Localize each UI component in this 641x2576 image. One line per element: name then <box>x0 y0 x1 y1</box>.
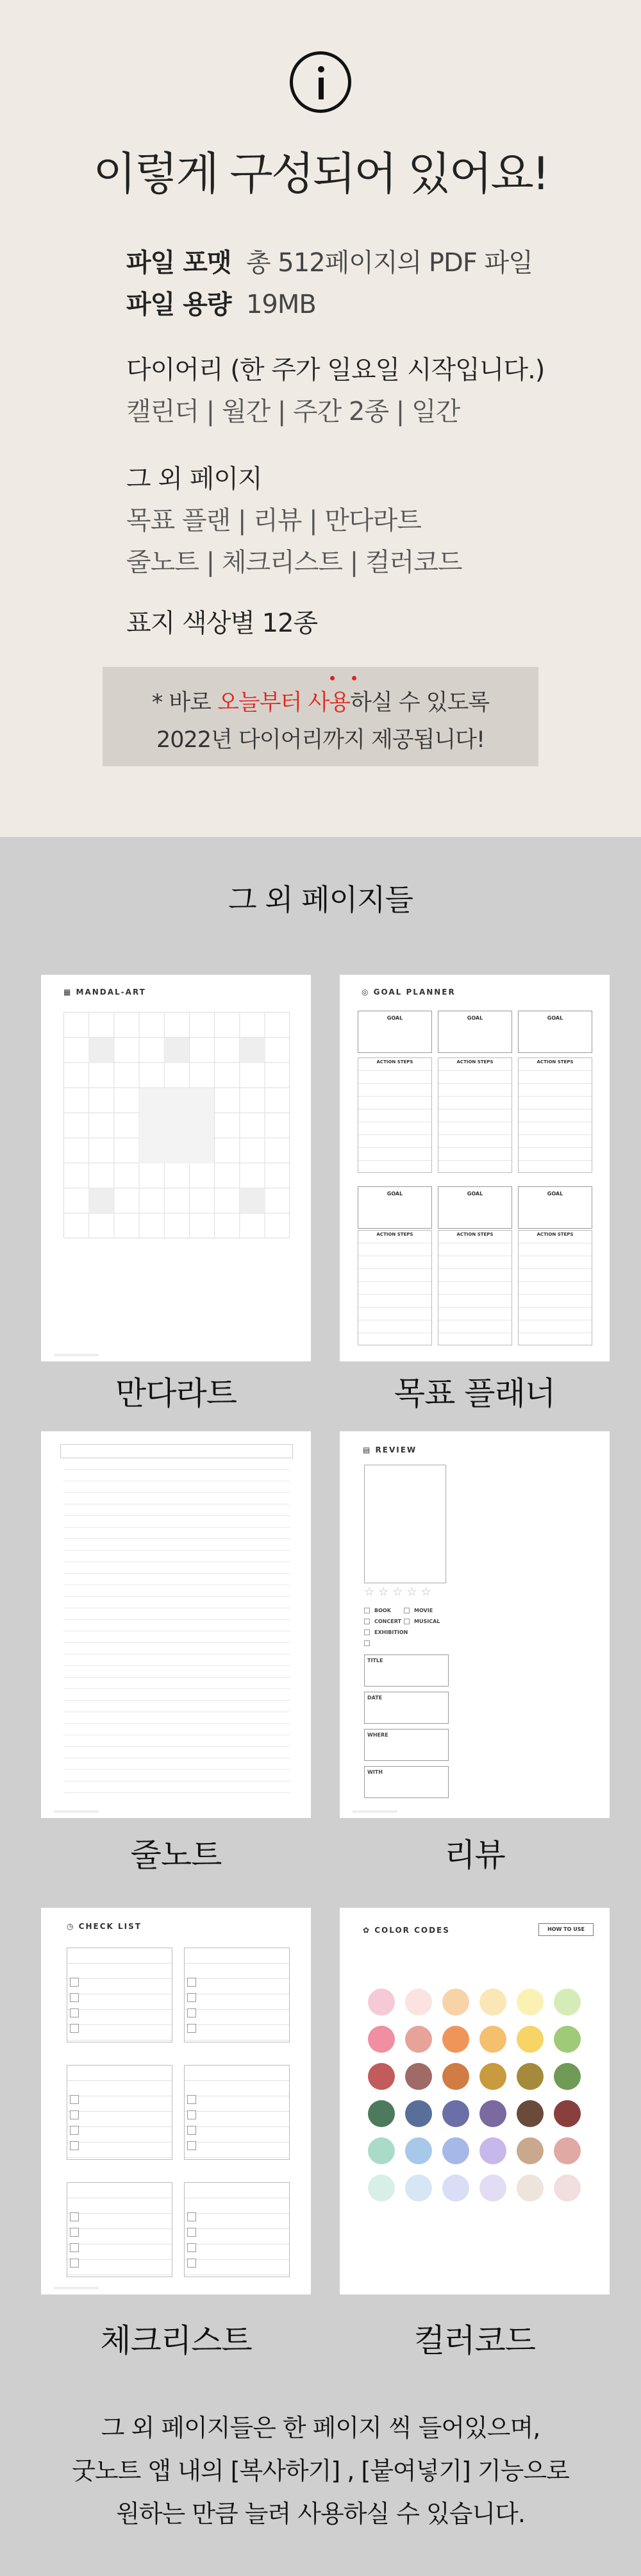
checklist-title: CHECK LIST <box>78 1922 142 1931</box>
color-swatch <box>405 2175 432 2201</box>
field-where: WHERE <box>367 1732 388 1738</box>
goal-box <box>518 1011 592 1053</box>
grid-shade <box>88 1038 113 1063</box>
format-key: 파일 포맷 <box>126 248 231 278</box>
color-swatch <box>554 2063 581 2090</box>
color-swatch <box>554 2137 581 2164</box>
page-footer <box>54 1810 99 1813</box>
check-square <box>70 2095 79 2104</box>
color-swatch <box>405 2026 432 2053</box>
field-with: WITH <box>367 1769 383 1775</box>
field-date: DATE <box>367 1695 383 1701</box>
option-book: BOOK <box>374 1608 391 1613</box>
action-steps-column <box>438 1230 512 1345</box>
goal-planner-page <box>340 975 610 1361</box>
info-section <box>0 0 641 837</box>
action-steps-label: ACTION STEPS <box>358 1059 431 1065</box>
headline: 이렇게 구성되어 있어요! <box>93 147 548 200</box>
review-field <box>364 1766 449 1798</box>
color-swatch <box>479 2137 506 2164</box>
color-swatch <box>554 1989 581 2016</box>
action-steps-label: ACTION STEPS <box>519 1059 592 1065</box>
color-swatch <box>554 2100 581 2127</box>
color-swatch <box>368 2100 395 2127</box>
goal-label: GOAL <box>467 1015 483 1021</box>
goal-label: GOAL <box>387 1191 403 1197</box>
checkbox <box>404 1608 410 1613</box>
check-square <box>70 2243 79 2252</box>
check-square <box>187 2126 196 2135</box>
color-swatch <box>479 2063 506 2090</box>
checklist-box <box>184 1948 290 2042</box>
action-steps-column <box>438 1057 512 1173</box>
color-codes-page <box>340 1908 610 2294</box>
check-square <box>187 2243 196 2252</box>
option-movie: MOVIE <box>414 1608 433 1613</box>
color-swatch <box>368 2137 395 2164</box>
color-swatch <box>517 2026 544 2053</box>
format-row <box>126 242 533 279</box>
action-steps-column <box>358 1057 432 1173</box>
mandal-art-caption: 만다라트 <box>115 1375 237 1412</box>
color-swatch <box>368 2063 395 2090</box>
color-swatch <box>442 2063 469 2090</box>
notice-box <box>103 667 538 766</box>
color-swatch <box>405 1989 432 2016</box>
page-footer <box>54 1354 99 1356</box>
page-footer <box>54 2287 99 2289</box>
review-header: ▤ REVIEW <box>363 1445 417 1454</box>
check-square <box>70 2110 79 2119</box>
emphasis-dots <box>330 676 362 682</box>
checklist-header: ◷ CHECK LIST <box>67 1922 142 1931</box>
diary-title: 다이어리 (한 주가 일요일 시작입니다.) <box>126 355 545 385</box>
covers-text: 표지 색상별 12종 <box>126 609 318 638</box>
color-swatch <box>517 2063 544 2090</box>
goal-label: GOAL <box>547 1015 563 1021</box>
mandal-art-page <box>41 975 311 1361</box>
action-steps-column <box>358 1230 432 1345</box>
footer-line-3: 원하는 만큼 늘려 사용하실 수 있습니다. <box>116 2500 525 2528</box>
color-swatch <box>442 2175 469 2201</box>
color-swatch <box>517 2137 544 2164</box>
notice-pre: * 바로 <box>151 690 218 716</box>
action-steps-column <box>518 1057 592 1173</box>
grid-shade <box>240 1188 265 1213</box>
color-swatch <box>368 2026 395 2053</box>
action-steps-label: ACTION STEPS <box>438 1232 512 1237</box>
review-title: REVIEW <box>375 1445 417 1454</box>
section-title: 그 외 페이지들 <box>228 882 413 917</box>
color-swatch <box>479 2175 506 2201</box>
checklist-box <box>184 2065 290 2160</box>
review-cover-box <box>364 1465 446 1583</box>
goal-box <box>358 1011 432 1053</box>
action-steps-column <box>518 1230 592 1345</box>
goal-box <box>438 1186 512 1229</box>
notice-line-2: 2022년 다이어리까지 제공됩니다! <box>156 727 485 753</box>
other-title: 그 외 페이지 <box>126 464 262 494</box>
color-swatch <box>405 2063 432 2090</box>
notice-line-1 <box>103 685 538 717</box>
goal-box <box>358 1186 432 1229</box>
checklist-box <box>67 2182 172 2277</box>
check-square <box>70 1978 79 1987</box>
check-square <box>70 2126 79 2135</box>
other-items-1: 목표 플랜 | 리뷰 | 만다라트 <box>126 506 421 535</box>
color-swatch <box>479 2026 506 2053</box>
check-square <box>70 2259 79 2268</box>
grid-shade <box>88 1188 113 1213</box>
check-square <box>70 2212 79 2221</box>
color-swatch <box>442 2026 469 2053</box>
checklist-box <box>67 1948 172 2042</box>
option-concert: CONCERT <box>374 1619 401 1624</box>
action-steps-label: ACTION STEPS <box>358 1232 431 1237</box>
goal-label: GOAL <box>467 1191 483 1197</box>
check-square <box>70 2141 79 2150</box>
rating-stars: ☆☆☆☆☆ <box>364 1585 435 1599</box>
size-key: 파일 용량 <box>126 290 231 319</box>
notice-post: 하실 수 있도록 <box>350 690 490 716</box>
goal-planner-title: GOAL PLANNER <box>373 988 456 997</box>
size-row <box>126 284 316 321</box>
color-swatch <box>442 2100 469 2127</box>
mandal-art-header: ▦ MANDAL-ART <box>63 988 146 997</box>
color-swatch <box>479 1989 506 2016</box>
color-swatch <box>517 1989 544 2016</box>
color-codes-title: COLOR CODES <box>374 1926 450 1935</box>
review-caption: 리뷰 <box>444 1837 505 1874</box>
color-swatch <box>442 2137 469 2164</box>
footer-line-2: 굿노트 앱 내의 [복사하기] , [붙여넣기] 기능으로 <box>72 2457 569 2485</box>
check-square <box>187 1978 196 1987</box>
mandal-art-title: MANDAL-ART <box>76 988 146 997</box>
lined-note-caption: 줄노트 <box>130 1837 222 1874</box>
review-field <box>364 1729 449 1761</box>
check-square <box>187 2008 196 2017</box>
format-value: 총 512페이지의 PDF 파일 <box>246 248 533 278</box>
check-square <box>70 2008 79 2017</box>
color-swatch <box>479 2100 506 2127</box>
goal-label: GOAL <box>547 1191 563 1197</box>
field-title: TITLE <box>367 1658 383 1663</box>
footer-line-1: 그 외 페이지들은 한 페이지 씩 들어있으며, <box>101 2414 540 2442</box>
color-swatch <box>554 2175 581 2201</box>
color-swatch <box>405 2100 432 2127</box>
action-steps-label: ACTION STEPS <box>438 1059 512 1065</box>
checkbox <box>364 1608 370 1613</box>
checkbox <box>364 1640 370 1646</box>
page-footer <box>353 1810 397 1813</box>
checkbox <box>364 1629 370 1635</box>
check-square <box>187 2110 196 2119</box>
goal-planner-header: ◎ GOAL PLANNER <box>362 988 456 997</box>
check-square <box>187 2259 196 2268</box>
action-steps-label: ACTION STEPS <box>519 1232 592 1237</box>
review-page <box>340 1431 610 1818</box>
check-square <box>187 1993 196 2002</box>
checkbox <box>404 1619 410 1624</box>
check-square <box>187 2024 196 2033</box>
color-swatch <box>554 2026 581 2053</box>
review-field <box>364 1692 449 1724</box>
how-to-use-button[interactable]: HOW TO USE <box>538 1923 594 1936</box>
check-square <box>187 2228 196 2237</box>
goal-box <box>518 1186 592 1229</box>
checklist-caption: 체크리스트 <box>100 2322 252 2359</box>
checklist-box <box>184 2182 290 2277</box>
check-square <box>70 2228 79 2237</box>
color-codes-header: ✿ COLOR CODES <box>363 1926 450 1935</box>
review-field <box>364 1654 449 1687</box>
color-codes-caption: 컬러코드 <box>413 2322 536 2359</box>
notice-highlight: 오늘부터 사용 <box>217 690 351 716</box>
check-square <box>187 2141 196 2150</box>
other-items-2: 줄노트 | 체크리스트 | 컬러코드 <box>126 548 462 577</box>
check-square <box>187 2095 196 2104</box>
grid-shade <box>240 1038 265 1063</box>
color-swatch <box>368 1989 395 2016</box>
grid-shade <box>164 1038 189 1063</box>
goal-box <box>438 1011 512 1053</box>
lined-note-title-bar <box>60 1444 293 1458</box>
lined-note-page <box>41 1431 311 1818</box>
info-circle-icon <box>290 51 351 113</box>
goal-label: GOAL <box>387 1015 403 1021</box>
color-swatch <box>442 1989 469 2016</box>
checklist-page <box>41 1908 311 2294</box>
diary-items: 캘린더 | 월간 | 주간 2종 | 일간 <box>126 397 460 426</box>
color-swatch <box>368 2175 395 2201</box>
check-square <box>70 1993 79 2002</box>
color-swatch <box>517 2175 544 2201</box>
grid-shade-center <box>139 1088 214 1163</box>
goal-planner-caption: 목표 플래너 <box>394 1375 556 1412</box>
checklist-box <box>67 2065 172 2160</box>
option-exhibition: EXHIBITION <box>374 1629 408 1635</box>
checkbox <box>364 1619 370 1624</box>
color-swatch <box>517 2100 544 2127</box>
option-musical: MUSICAL <box>414 1619 440 1624</box>
check-square <box>187 2212 196 2221</box>
lined-area <box>63 1458 290 1798</box>
size-value: 19MB <box>246 290 316 319</box>
color-swatch <box>405 2137 432 2164</box>
check-square <box>70 2024 79 2033</box>
